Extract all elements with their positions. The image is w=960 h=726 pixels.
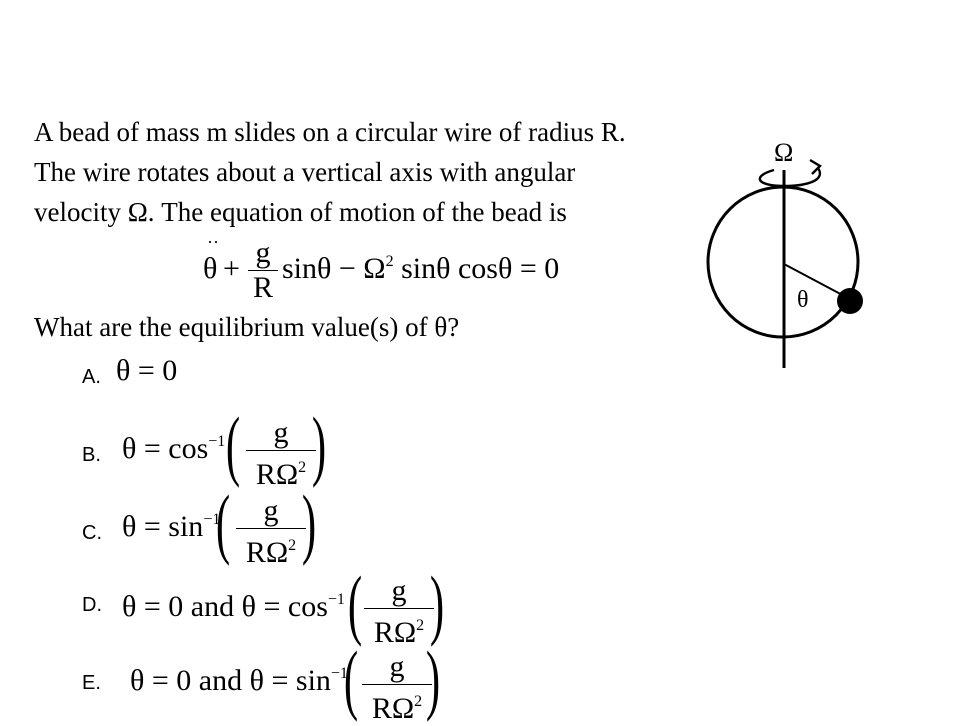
option-c-label: C.	[82, 522, 102, 544]
option-d-left-paren: (	[347, 560, 363, 647]
option-c-den	[236, 529, 306, 570]
eq-end-text: sinθ cosθ = 0	[393, 252, 560, 285]
option-c-num: g	[263, 494, 279, 527]
option-a-label: A.	[82, 366, 101, 388]
option-b-den-sq: 2	[298, 459, 307, 476]
option-d-den-text: RΩ	[373, 616, 417, 649]
option-b-right-paren: )	[311, 401, 327, 488]
option-b-label: B.	[82, 444, 101, 466]
option-d-den	[364, 609, 434, 650]
option-b-num: g	[273, 416, 289, 449]
option-c-left-paren: (	[215, 479, 231, 566]
option-d-fraction	[364, 574, 434, 650]
option-d-inverse: −1	[327, 591, 345, 608]
question-text: What are the equilibrium value(s) of θ?	[34, 312, 460, 342]
rotation-arrow-icon	[760, 168, 820, 186]
double-dot: ··	[207, 232, 219, 252]
option-e-num: g	[389, 650, 405, 683]
option-e-left-paren: (	[343, 635, 359, 722]
radius-to-bead	[784, 264, 848, 298]
option-e-right-paren: )	[425, 635, 441, 722]
theta-label: θ	[797, 287, 809, 313]
eq-den: R	[252, 271, 273, 304]
option-c-fraction	[236, 494, 306, 570]
problem-line-3: velocity Ω. The equation of motion of the bead is	[34, 197, 567, 227]
eq-num: g	[255, 236, 271, 269]
option-b-inverse: −1	[208, 433, 226, 450]
option-e-den-sq: 2	[414, 693, 423, 710]
option-c-den-text: RΩ	[245, 536, 289, 569]
option-d-right-paren: )	[429, 560, 445, 647]
option-d-label: D.	[82, 594, 102, 616]
option-e-label: E.	[82, 672, 101, 694]
option-c-func: θ = sin	[122, 510, 204, 543]
option-c-right-paren: )	[301, 479, 317, 566]
option-d-func: θ = 0 and θ = cos	[122, 590, 328, 623]
option-c-den-sq: 2	[288, 537, 297, 554]
option-d-num: g	[391, 574, 407, 607]
option-b-den-text: RΩ	[255, 458, 299, 491]
bead	[837, 288, 863, 314]
arrow-head-icon	[810, 160, 820, 174]
option-e-fraction	[362, 650, 432, 726]
option-d-den-sq: 2	[416, 617, 425, 634]
problem-line-1: A bead of mass m slides on a circular wire of radius R.	[34, 117, 626, 147]
problem-line-2: The wire rotates about a vertical axis with angular	[34, 157, 576, 187]
option-c-inverse: −1	[203, 511, 221, 528]
option-e-func: θ = 0 and θ = sin	[130, 664, 331, 697]
option-b-func: θ = cos	[122, 432, 209, 465]
option-e-den-text: RΩ	[371, 692, 415, 725]
eq-square: 2	[385, 253, 394, 270]
option-b-left-paren: (	[225, 401, 241, 488]
eq-plus: +	[223, 252, 240, 285]
eq-theta: θ	[203, 252, 218, 285]
option-a-expr: θ = 0	[116, 354, 178, 387]
eq-mid-text: sinθ − Ω	[282, 252, 386, 285]
omega-label: Ω	[774, 138, 794, 167]
option-e-inverse: −1	[330, 665, 348, 682]
